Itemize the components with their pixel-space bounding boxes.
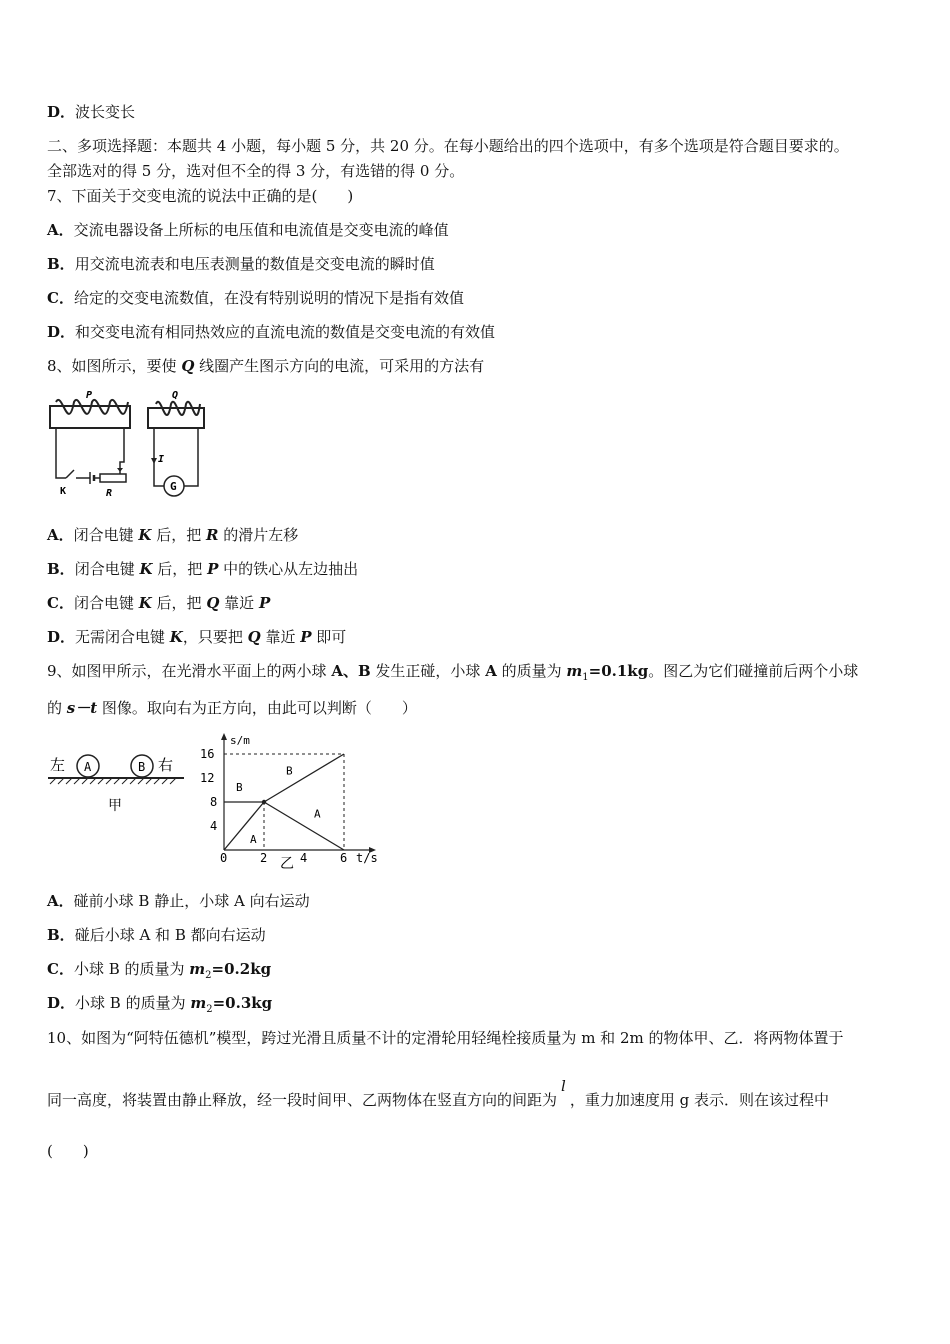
coil-q-core xyxy=(148,408,204,428)
x-tick-label: 0 xyxy=(220,851,228,865)
q9-option-b: B．碰后小球 A 和 B 都向右运动 xyxy=(47,926,266,944)
option-letter: A． xyxy=(47,221,74,239)
series-label: B xyxy=(236,781,243,795)
label-left: 左 xyxy=(50,756,66,774)
q8-stem: 8、如图所示，要使 Q 线圈产生图示方向的电流，可采用的方法有 xyxy=(47,357,485,375)
option-text: 交流电器设备上所标的电压值和电流值是交变电流的峰值 xyxy=(73,221,449,239)
series-b-after-line xyxy=(264,754,344,802)
section-2-intro-line-1: 二、多项选择题：本题共 4 小题，每小题 5 分，共 20 分。在每小题给出的四个选项中，有多个选项是符合题目要求的。 xyxy=(47,137,849,155)
q10-stem-line-1: 10、如图为“阿特伍德机”模型，跨过光滑且质量不计的定滑轮用轻绳栓接质量为 m 和 2m 的物体甲、乙．将两物体置于 xyxy=(47,1029,844,1047)
option-text: 和交变电流有相同热效应的直流电流的数值是交变电流的有效值 xyxy=(75,323,496,341)
y-axis-label: s/m xyxy=(230,734,250,747)
ball-a-label: A xyxy=(84,760,92,774)
y-axis-arrow xyxy=(221,733,227,740)
x-tick-label: 4 xyxy=(300,851,308,865)
q-circuit-wire-right xyxy=(184,428,198,486)
option-text: 用交流电流表和电压表测量的数值是交变电流的瞬时值 xyxy=(74,255,435,273)
q7-option-b xyxy=(47,254,435,274)
option-letter: C． xyxy=(47,289,74,307)
option-letter: D． xyxy=(47,103,76,121)
series-a-before-line xyxy=(224,802,264,850)
q10-stem-line-3: ( ) xyxy=(47,1142,89,1160)
option-text: 波长变长 xyxy=(75,103,136,121)
switch-k xyxy=(66,470,74,478)
q8-option-c: C．闭合电键 K 后，把 Q 靠近 P xyxy=(47,594,271,612)
caption-jia: 甲 xyxy=(108,798,122,814)
q8-option-a: A．闭合电键 K 后，把 R 的滑片左移 xyxy=(47,526,299,544)
series-label: A xyxy=(314,807,321,821)
y-tick-label: 16 xyxy=(200,747,215,761)
q9-figure-jia xyxy=(44,746,194,818)
rheostat-slider xyxy=(117,468,123,472)
collision-point xyxy=(262,800,266,804)
q8-circuit-figure xyxy=(44,386,214,504)
q9-option-a: A．碰前小球 B 静止，小球 A 向右运动 xyxy=(47,892,310,910)
label-r: R xyxy=(106,488,113,499)
q7-option-c xyxy=(47,288,464,308)
x-tick-label: 6 xyxy=(340,851,348,865)
q7-option-d xyxy=(47,322,495,342)
series-a-after-line xyxy=(264,802,344,850)
q9-option-d: D．小球 B 的质量为 $m_2=0.3kg$ xyxy=(47,994,273,1015)
q9-stem-line-2: 的 s－t 图像。取向右为正方向，由此可以判断（ ） xyxy=(47,699,417,717)
q9-stem-line-1: 9、如图甲所示，在光滑水平面上的两小球 A、B 发生正碰，小球 A 的质量为 $m_1=0.1kg$。图乙为它们碰撞前后两个小球 xyxy=(47,662,859,683)
y-tick-label: 4 xyxy=(210,819,218,833)
y-tick-label: 12 xyxy=(200,771,215,785)
rheostat-r xyxy=(100,474,126,482)
chart-caption: 乙 xyxy=(280,856,294,872)
label-p: P xyxy=(86,390,93,401)
label-q: Q xyxy=(172,390,179,401)
section-2-intro-line-2: 全部选对的得 5 分，选对但不全的得 3 分，有选错的得 0 分。 xyxy=(47,162,465,180)
option-letter: B． xyxy=(47,255,75,273)
q8-option-d: D．无需闭合电键 K，只要把 Q 靠近 P 即可 xyxy=(47,628,347,646)
q6-option-d xyxy=(47,102,135,122)
label-right: 右 xyxy=(158,756,174,774)
option-letter: D． xyxy=(47,323,76,341)
x-axis-label: t/s xyxy=(356,851,378,865)
series-label: B xyxy=(286,764,293,778)
label-i: I xyxy=(158,454,165,465)
q8-option-b: B．闭合电键 K 后，把 P 中的铁心从左边抽出 xyxy=(47,560,359,578)
current-arrow xyxy=(151,458,157,464)
series-label: A xyxy=(250,832,257,846)
p-circuit-wire-left xyxy=(56,428,66,478)
q7-stem: 7、下面关于交变电流的说法中正确的是( ) xyxy=(47,187,354,205)
x-tick-label: 2 xyxy=(260,851,268,865)
q7-option-a xyxy=(47,220,449,240)
q10-stem-line-2: 同一高度，将装置由静止释放，经一段时间甲、乙两物体在竖直方向的间距为l，重力加速度用 g 表示．则在该过程中 xyxy=(47,1077,829,1109)
ball-b-label: B xyxy=(138,760,146,774)
label-g: G xyxy=(170,480,177,493)
label-k: K xyxy=(60,486,67,497)
q9-option-c: C．小球 B 的质量为 $m_2=0.2kg$ xyxy=(47,960,272,981)
y-tick-label: 8 xyxy=(210,795,218,809)
option-text: 给定的交变电流数值，在没有特别说明的情况下是指有效值 xyxy=(73,289,464,307)
q9-st-chart xyxy=(196,730,396,872)
